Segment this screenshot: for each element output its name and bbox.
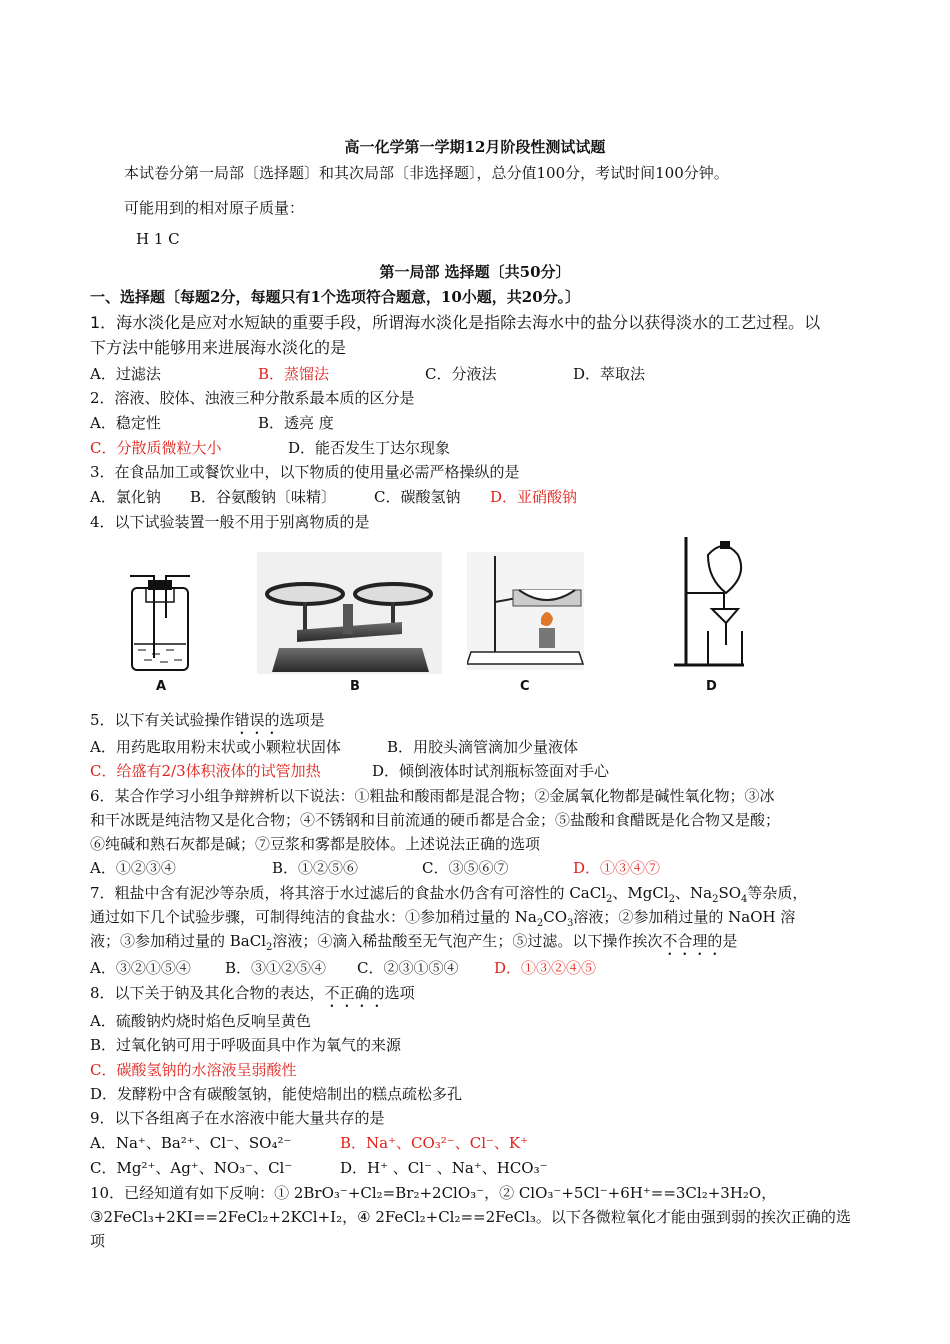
q9-option-d: D．H⁺ 、Cl⁻ 、Na⁺、HCO₃⁻ bbox=[340, 1159, 548, 1177]
q5-stem-pre: 5．以下有关试验操作 bbox=[90, 711, 235, 729]
q3-option-a: A．氯化钠 bbox=[90, 488, 161, 506]
q7-option-d: D．①③②④⑤ bbox=[494, 959, 597, 977]
q7-line2-part3: 溶液；②参加稍过量的 NaOH 溶 bbox=[573, 908, 796, 926]
q1-stem-line1: 1．海水淡化是应对水短缺的重要手段，所谓海水淡化是指除去海水中的盐分以获得淡水的工艺过程。以 bbox=[90, 313, 821, 332]
q5-stem-post: 选项是 bbox=[279, 711, 325, 729]
q8-stem-pre: 8．以下关于钠及其化合物的表达， bbox=[90, 984, 325, 1002]
q5-stem-emphasis: 错误的 bbox=[234, 711, 280, 729]
q3-option-b: B．谷氨酸钠〔味精〕 bbox=[190, 488, 337, 506]
q6-option-b: B．①②⑤⑥ bbox=[272, 859, 359, 877]
q10-stem-line1: 10．已经知道有如下反响：① 2BrO₃⁻+Cl₂=Br₂+2ClO₃⁻，② ClO₃⁻+5Cl⁻+6H⁺==3Cl₂+3H₂O， bbox=[90, 1184, 777, 1202]
apparatus-d-label: D bbox=[706, 679, 717, 694]
q6-stem-line1: 6．某合作学习小组争辩辨析以下说法：①粗盐和酸雨都是混合物；②金属氧化物都是碱性氧化物；③冰 bbox=[90, 787, 775, 805]
q2-option-a: A．稳定性 bbox=[90, 414, 161, 432]
q2-option-d: D．能否发生丁达尔现象 bbox=[288, 439, 451, 457]
q8-option-b: B．过氧化钠可用于呼吸面具中作为氧气的来源 bbox=[90, 1036, 402, 1054]
q7-stem-line1: 7．粗盐中含有泥沙等杂质，将其溶于水过滤后的食盐水仍含有可溶性的 CaCl$_2$、MgCl$_2$、$Na_2SO_4$等杂质， bbox=[90, 884, 808, 905]
q7-line1-part5: 等杂质， bbox=[747, 884, 808, 902]
q8-option-a: A．硫酸钠灼烧时焰色反响呈黄色 bbox=[90, 1012, 311, 1030]
apparatus-a-wash-bottle-figure bbox=[120, 568, 200, 678]
q7-line1-part4: SO bbox=[718, 884, 742, 902]
q7-option-a: A．③②①⑤④ bbox=[90, 959, 191, 977]
section-heading: 一、选择题〔每题2分，每题只有1个选项符合题意，10小题，共20分。〕 bbox=[90, 288, 581, 306]
apparatus-c-label: C bbox=[520, 679, 530, 694]
q1-option-a: A．过滤法 bbox=[90, 365, 161, 383]
q8-option-d: D．发酵粉中含有碳酸氢钠，能使焙制出的糕点疏松多孔 bbox=[90, 1085, 463, 1103]
apparatus-a-label: A bbox=[156, 679, 167, 694]
q7-line3-part2: 溶液；④滴入稀盐酸至无气泡产生；⑤过滤。以下操作挨次 bbox=[272, 932, 663, 950]
apparatus-d-separatory-funnel-figure bbox=[668, 535, 748, 675]
q2-option-b: B．透亮 度 bbox=[258, 414, 334, 432]
q7-option-b: B．③①②⑤④ bbox=[225, 959, 327, 977]
apparatus-c-evaporation-figure bbox=[467, 552, 584, 670]
q10-stem-line2: ③2FeCl₃+2KI==2FeCl₂+2KCl+I₂，④ 2FeCl₂+Cl₂==2FeCl₃。以下各微粒氧化才能由强到弱的挨次正确的选 bbox=[90, 1208, 851, 1226]
q7-line1-part2: 、MgCl bbox=[612, 884, 669, 902]
q5-option-b: B．用胶头滴管滴加少量液体 bbox=[387, 738, 579, 756]
page-title: 高一化学第一学期12月阶段性测试试题 bbox=[344, 138, 606, 156]
q7-line1-part1: 7．粗盐中含有泥沙等杂质，将其溶于水过滤后的食盐水仍含有可溶性的 CaCl bbox=[90, 884, 607, 902]
q5-option-c: C．给盛有2/3体积液体的试管加热 bbox=[90, 762, 321, 780]
q9-stem: 9．以下各组离子在水溶液中能大量共存的是 bbox=[90, 1109, 385, 1127]
intro-text: 本试卷分第一局部〔选择题〕和其次局部〔非选择题〕，总分值100分，考试时间100分钟。 bbox=[124, 164, 729, 182]
atomic-mass-values: H 1 C bbox=[136, 230, 180, 248]
q6-option-c: C．③⑤⑥⑦ bbox=[422, 859, 509, 877]
q5-option-a: A．用药匙取用粉末状或小颗粒状固体 bbox=[90, 738, 341, 756]
q9-option-c: C．Mg²⁺、Ag⁺、NO₃⁻、Cl⁻ bbox=[90, 1159, 293, 1177]
q8-stem-emphasis: 不正确的 bbox=[324, 984, 385, 1002]
atomic-mass-label: 可能用到的相对原子质量： bbox=[124, 199, 305, 217]
q6-option-d: D．①③④⑦ bbox=[573, 859, 661, 877]
q6-stem-line2: 和干冰既是纯洁物又是化合物；④不锈钢和目前流通的硬币都是合金；⑤盐酸和食醋既是化合物又是酸； bbox=[90, 811, 781, 829]
q1-option-d: D．萃取法 bbox=[573, 365, 646, 383]
q6-option-a: A．①②③④ bbox=[90, 859, 176, 877]
q2-option-c: C．分散质微粒大小 bbox=[90, 439, 222, 457]
q1-option-c: C．分液法 bbox=[425, 365, 497, 383]
apparatus-b-balance-figure bbox=[257, 552, 442, 674]
section-title: 第一局部 选择题〔共50分〕 bbox=[379, 263, 571, 281]
q7-line3-part1: 液；③参加稍过量的 BaCl bbox=[90, 932, 267, 950]
q5-stem bbox=[90, 710, 325, 738]
q8-stem bbox=[90, 983, 415, 1011]
q10-stem-line3: 项 bbox=[90, 1232, 106, 1250]
q3-option-c: C．碳酸氢钠 bbox=[374, 488, 461, 506]
q6-stem-line3: ⑥纯碱和熟石灰都是碱；⑦豆浆和雾都是胶体。上述说法正确的选项 bbox=[90, 835, 541, 853]
q1-stem-line2: 下方法中能够用来进展海水淡化的是 bbox=[90, 338, 347, 357]
q7-line2-part1: 通过如下几个试验步骤，可制得纯洁的食盐水：①参加稍过量的 Na bbox=[90, 908, 537, 926]
q5-option-d: D．倾倒液体时试剂瓶标签面对手心 bbox=[372, 762, 610, 780]
q3-stem: 3．在食品加工或餐饮业中，以下物质的使用量必需严格操纵的是 bbox=[90, 463, 520, 481]
q7-line1-part3: 、Na bbox=[675, 884, 713, 902]
q3-option-d: D．亚硝酸钠 bbox=[490, 488, 578, 506]
q8-stem-post: 选项 bbox=[384, 984, 415, 1002]
q7-stem-emphasis: 不合理的 bbox=[662, 932, 723, 950]
q7-line2-part2: CO bbox=[543, 908, 567, 926]
q7-line3-part3: 是 bbox=[722, 932, 738, 950]
q7-stem-line2: 通过如下几个试验步骤，可制得纯洁的食盐水：①参加稍过量的 $Na_2CO_3$溶液；②参加稍过量的 NaOH 溶 bbox=[90, 908, 796, 929]
apparatus-b-label: B bbox=[350, 679, 360, 694]
q4-stem: 4．以下试验装置一般不用于别离物质的是 bbox=[90, 513, 370, 531]
q1-option-b: B．蒸馏法 bbox=[258, 365, 330, 383]
q2-stem: 2．溶液、胶体、浊液三种分散系最本质的区分是 bbox=[90, 389, 415, 407]
q9-option-b: B．Na⁺、CO₃²⁻、Cl⁻、K⁺ bbox=[340, 1134, 529, 1152]
q8-option-c: C．碳酸氢钠的水溶液呈弱酸性 bbox=[90, 1061, 297, 1079]
q7-option-c: C．②③①⑤④ bbox=[357, 959, 459, 977]
q9-option-a: A．Na⁺、Ba²⁺、Cl⁻、SO₄²⁻ bbox=[90, 1134, 292, 1152]
q7-stem-line3: 液；③参加稍过量的 BaCl$_2$溶液；④滴入稀盐酸至无气泡产生；⑤过滤。以下操作挨次不合理的是 bbox=[90, 932, 738, 953]
